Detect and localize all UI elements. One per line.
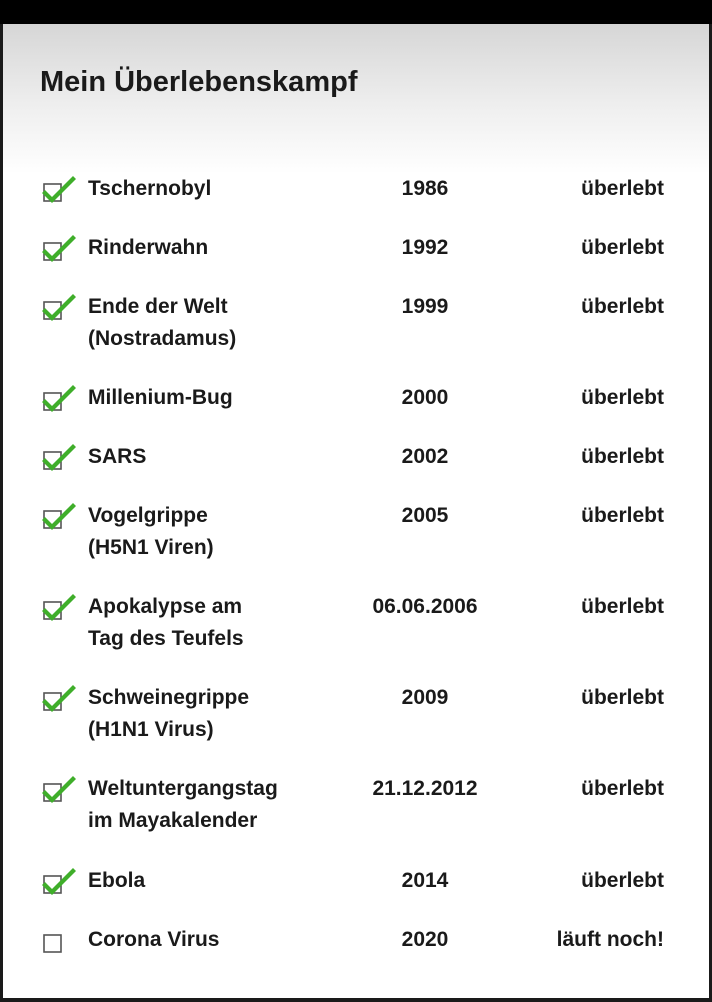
checked-checkbox-icon xyxy=(42,867,78,897)
event-status: überlebt xyxy=(581,236,664,259)
event-status: überlebt xyxy=(581,686,664,709)
checked-checkbox-icon xyxy=(42,175,78,205)
event-line-1: Ebola xyxy=(88,869,146,892)
event-status: läuft noch! xyxy=(556,928,664,951)
event-line-1: Corona Virus xyxy=(88,928,220,951)
event-line-1: Apokalypse am xyxy=(88,595,243,618)
checked-checkbox-icon xyxy=(42,293,78,323)
event-line-2: (Nostradamus) xyxy=(88,327,237,350)
checked-checkbox-icon xyxy=(42,443,78,473)
event-line-2: (H5N1 Viren) xyxy=(88,536,214,559)
event-line-1: Ende der Welt xyxy=(88,295,228,318)
event-line-1: Weltuntergangstag xyxy=(88,777,278,800)
top-black-bar xyxy=(0,0,712,24)
event-status: überlebt xyxy=(581,777,664,800)
event-line-1: Vogelgrippe xyxy=(88,504,208,527)
event-line-1: Millenium-Bug xyxy=(88,386,233,409)
event-year: 2005 xyxy=(401,504,449,527)
card-left-edge xyxy=(0,24,3,1002)
checked-checkbox-icon xyxy=(42,502,78,532)
event-year: 1986 xyxy=(401,177,449,200)
event-status: überlebt xyxy=(581,295,664,318)
card-bottom-edge xyxy=(0,998,712,1002)
empty-checkbox-icon xyxy=(42,926,78,956)
event-year: 2002 xyxy=(401,445,449,468)
event-year: 06.06.2006 xyxy=(372,595,478,618)
event-line-1: Tschernobyl xyxy=(88,177,212,200)
event-year: 2000 xyxy=(401,386,449,409)
event-status: überlebt xyxy=(581,177,664,200)
checked-checkbox-icon xyxy=(42,384,78,414)
event-year: 2009 xyxy=(401,686,449,709)
event-year: 2020 xyxy=(401,928,449,951)
event-line-2: Tag des Teufels xyxy=(88,627,244,650)
event-year: 2014 xyxy=(401,869,449,892)
checked-checkbox-icon xyxy=(42,234,78,264)
page-title: Mein Überlebenskampf xyxy=(40,66,358,98)
event-year: 1992 xyxy=(401,236,449,259)
event-status: überlebt xyxy=(581,386,664,409)
event-status: überlebt xyxy=(581,595,664,618)
event-line-1: SARS xyxy=(88,445,147,468)
checked-checkbox-icon xyxy=(42,775,78,805)
event-line-1: Rinderwahn xyxy=(88,236,209,259)
event-line-2: im Mayakalender xyxy=(88,809,258,832)
event-status: überlebt xyxy=(581,869,664,892)
event-line-1: Schweinegrippe xyxy=(88,686,250,709)
event-line-2: (H1N1 Virus) xyxy=(88,718,214,741)
event-year: 21.12.2012 xyxy=(372,777,478,800)
event-year: 1999 xyxy=(401,295,449,318)
checked-checkbox-icon xyxy=(42,684,78,714)
event-status: überlebt xyxy=(581,504,664,527)
checked-checkbox-icon xyxy=(42,593,78,623)
event-status: überlebt xyxy=(581,445,664,468)
